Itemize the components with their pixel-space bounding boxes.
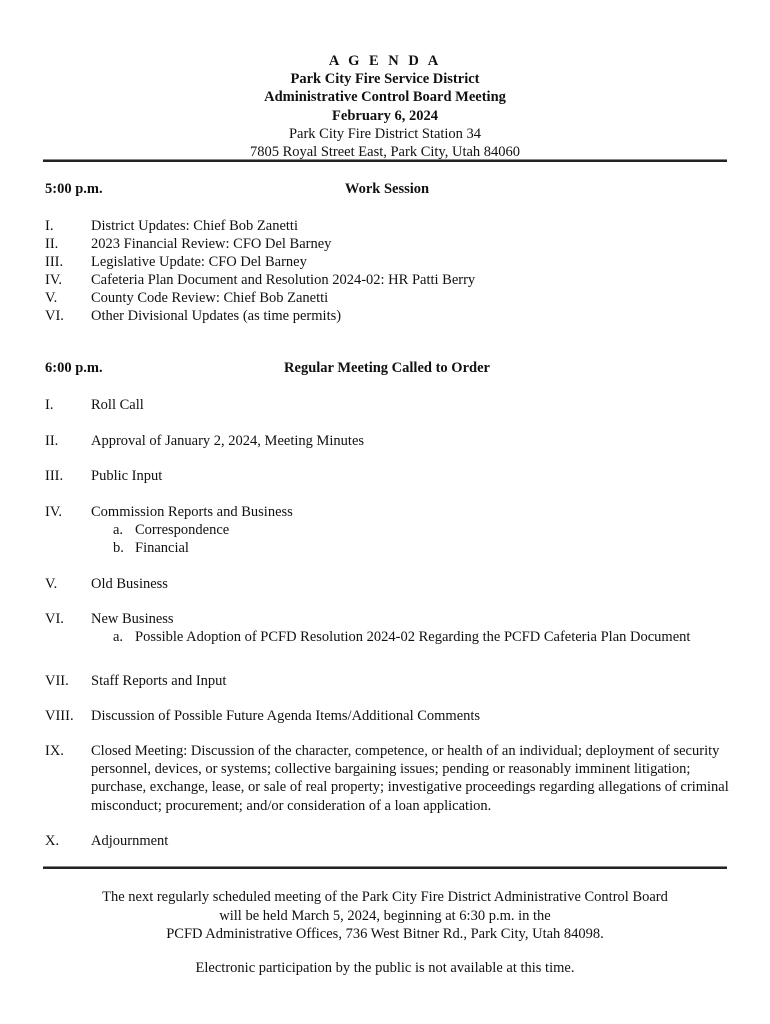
sub-item bbox=[113, 628, 690, 646]
item-text: County Code Review: Chief Bob Zanetti bbox=[91, 290, 329, 306]
item-number: V. bbox=[45, 290, 58, 306]
item-text: Discussion of Possible Future Agenda Items/Additional Comments bbox=[91, 708, 481, 724]
footer-line: The next regularly scheduled meeting of the Park City Fire District Administrative Control Board bbox=[102, 889, 668, 905]
item-number: IV. bbox=[45, 504, 63, 520]
item-text: Cafeteria Plan Document and Resolution 2024-02: HR Patti Berry bbox=[91, 272, 476, 288]
sub-item-text: Possible Adoption of PCFD Resolution 2024-02 Regarding the PCFD Cafeteria Plan Document bbox=[135, 629, 691, 645]
item-text: District Updates: Chief Bob Zanetti bbox=[91, 218, 298, 234]
sub-item-text: Financial bbox=[135, 540, 189, 556]
item-text: Legislative Update: CFO Del Barney bbox=[91, 254, 307, 270]
item-text: 2023 Financial Review: CFO Del Barney bbox=[91, 236, 332, 252]
item-number: VI. bbox=[45, 611, 64, 627]
item-number: X. bbox=[45, 833, 60, 849]
item-text: Old Business bbox=[91, 576, 168, 592]
item-number: IV. bbox=[45, 272, 63, 288]
item-number: IX. bbox=[45, 743, 64, 759]
agenda-title: A G E N D A bbox=[328, 53, 442, 69]
meeting-location: Park City Fire District Station 34 bbox=[288, 125, 482, 142]
item-text: Other Divisional Updates (as time permits) bbox=[91, 308, 342, 324]
footer-divider bbox=[43, 866, 727, 869]
item-number: VII. bbox=[45, 673, 69, 689]
sub-item-letter: a. bbox=[113, 629, 124, 645]
item-text: Closed Meeting: Discussion of the character, competence, or health of an individual; deployment of security personnel, devices, or systems; collective bargaining issues; pending or reasonably imminent litigation; purchase, exchange, lease, or sale of real property; investigative proceedings regarding allegations of criminal misconduct; procurement; and/or consideration of a loan application. bbox=[91, 743, 729, 814]
footer-line: PCFD Administrative Offices, 736 West Bitner Rd., Park City, Utah 84098. bbox=[166, 926, 604, 943]
sub-item bbox=[113, 539, 189, 557]
item-number: VIII. bbox=[45, 708, 74, 724]
footer-note: Electronic participation by the public is not available at this time. bbox=[195, 959, 575, 976]
sub-item-letter: a. bbox=[113, 522, 124, 538]
item-text: Commission Reports and Business bbox=[91, 504, 293, 520]
footer-line: will be held March 5, 2024, beginning at 6:30 p.m. in the bbox=[219, 907, 551, 924]
item-text: Adjournment bbox=[91, 833, 169, 849]
item-number: III. bbox=[45, 468, 64, 484]
item-text: Staff Reports and Input bbox=[91, 673, 227, 689]
item-number: II. bbox=[45, 433, 59, 449]
item-text: New Business bbox=[91, 611, 174, 627]
item-text: Approval of January 2, 2024, Meeting Minutes bbox=[91, 433, 365, 449]
item-number: I. bbox=[45, 397, 54, 413]
meeting-address: 7805 Royal Street East, Park City, Utah 84060 bbox=[249, 144, 521, 161]
header-divider bbox=[43, 159, 727, 162]
item-number: II. bbox=[45, 236, 59, 252]
agenda-footer bbox=[0, 888, 770, 977]
meeting-name: Administrative Control Board Meeting bbox=[264, 89, 506, 106]
sub-item bbox=[113, 521, 229, 539]
work-session-time: 5:00 p.m. bbox=[45, 181, 103, 197]
item-text: Roll Call bbox=[91, 397, 144, 413]
org-name: Park City Fire Service District bbox=[290, 71, 480, 88]
item-number: VI. bbox=[45, 308, 64, 324]
item-number: V. bbox=[45, 576, 58, 592]
regular-meeting-label: Regular Meeting Called to Order bbox=[284, 360, 490, 376]
item-number: III. bbox=[45, 254, 64, 270]
regular-meeting-time: 6:00 p.m. bbox=[45, 360, 103, 376]
meeting-date: February 6, 2024 bbox=[332, 107, 438, 124]
sub-item-letter: b. bbox=[113, 540, 124, 556]
agenda-header bbox=[0, 52, 770, 161]
work-session-label: Work Session bbox=[344, 181, 430, 197]
item-text: Public Input bbox=[91, 468, 163, 484]
item-number: I. bbox=[45, 218, 54, 234]
sub-item-text: Correspondence bbox=[135, 522, 230, 538]
